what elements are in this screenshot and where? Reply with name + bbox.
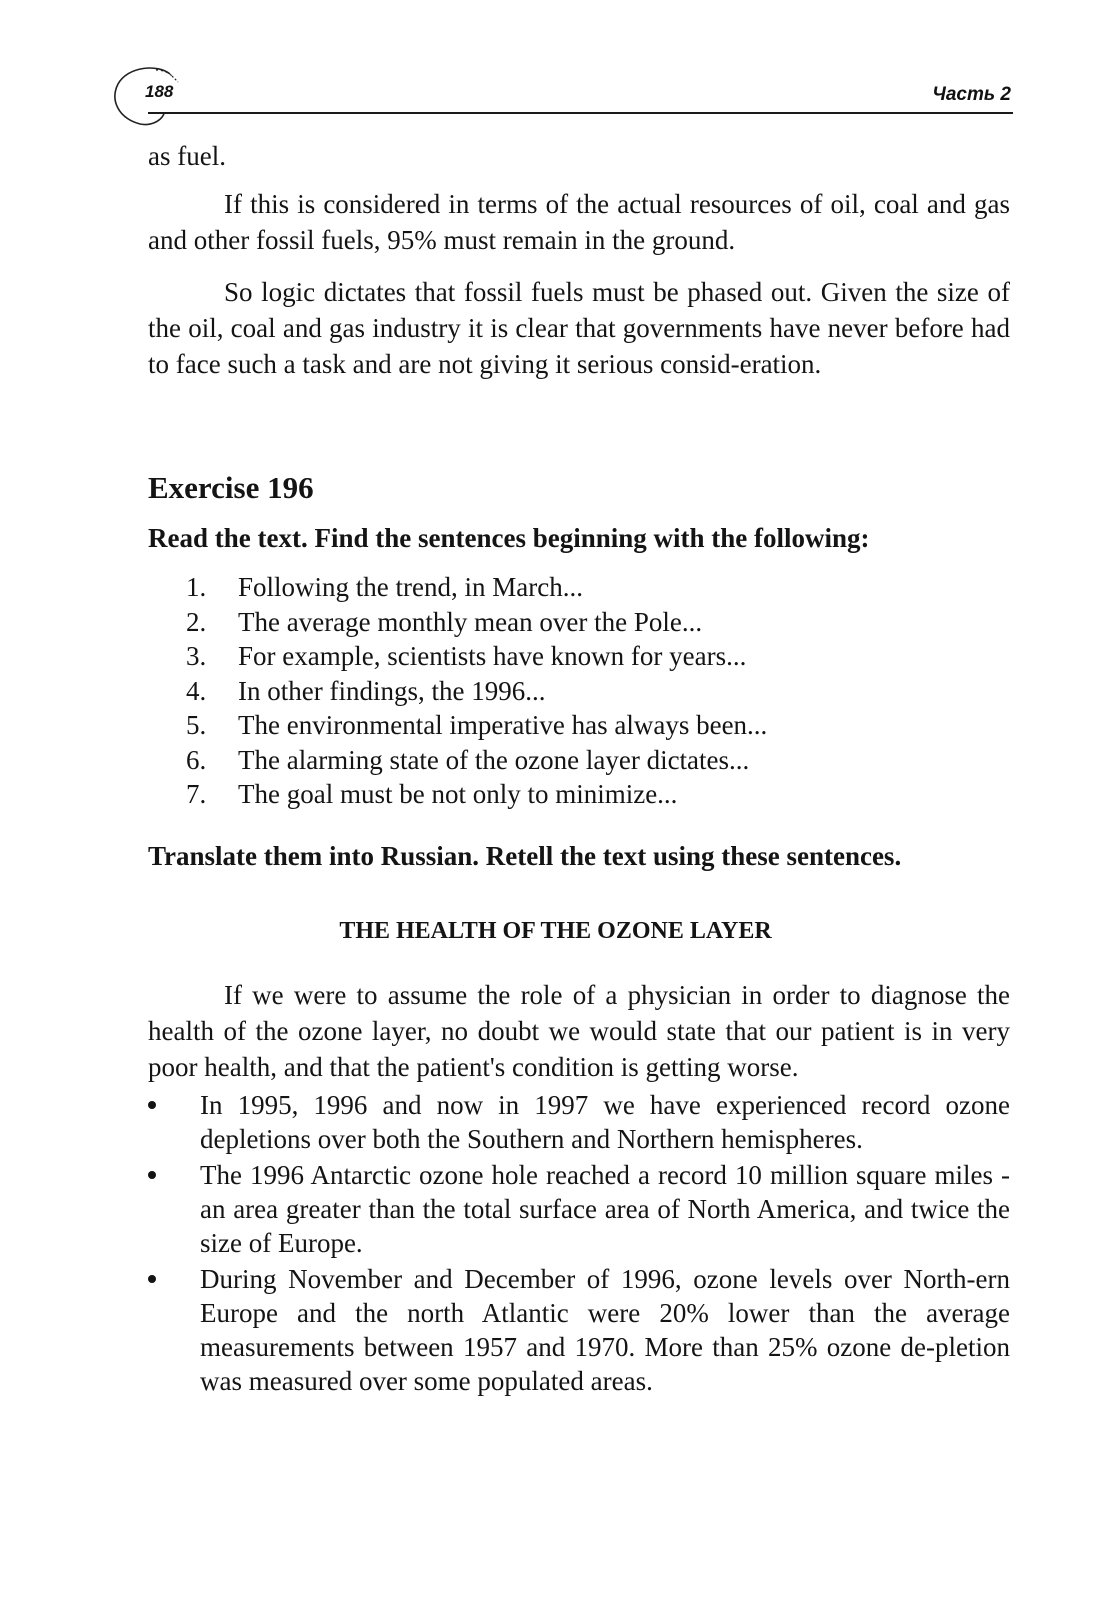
article-intro: If we were to assume the role of a physician in order to diagnose the health of the ozone layer, no doubt we would state that our patient is in very poor health, and that the patient's condition is getting worse. (148, 980, 1010, 1082)
list-item: During November and December of 1996, ozone levels over North-ern Europe and the north Atlantic were 20% lower than the average measurements between 1957 and 1970. More than 25% ozone de-pletion was measured over some populated areas. (148, 1262, 1010, 1398)
list-item: In 1995, 1996 and now in 1997 we have experienced record ozone depletions over both the Southern and Northern hemispheres. (148, 1088, 1010, 1156)
exercise-instruction: Read the text. Find the sentences beginning with the following: (148, 523, 870, 553)
header-rule (148, 112, 1013, 114)
list-item: 4. In other findings, the 1996... (186, 675, 546, 706)
article-title: THE HEALTH OF THE OZONE LAYER (339, 918, 772, 944)
bullet-icon (148, 1101, 156, 1109)
sentence-list (186, 570, 767, 812)
page-number: 188 (145, 82, 174, 101)
continued-text: as fuel. (148, 141, 226, 171)
list-item: 5. The environmental imperative has always been... (186, 710, 768, 740)
paragraph-resources: If this is considered in terms of the actual resources of oil, coal and gas and other fossil fuels, 95% must remain in the ground. (148, 189, 1010, 255)
list-item: 1. Following the trend, in March... (186, 572, 583, 602)
paragraph-logic: So logic dictates that fossil fuels must be phased out. Given the size of the oil, coal and gas industry it is clear that governments have never before had to face such a task and are not giving it serious consid-eration. (148, 277, 1010, 379)
bullet-icon (148, 1275, 156, 1283)
list-item: 7. The goal must be not only to minimize... (186, 779, 678, 809)
exercise-task: Translate them into Russian. Retell the text using these sentences. (148, 841, 902, 871)
bullet-icon (148, 1171, 156, 1179)
list-item: 6. The alarming state of the ozone layer dictates... (186, 744, 750, 775)
list-item: 3. For example, scientists have known for years... (186, 641, 747, 671)
running-head: Часть 2 (932, 84, 1011, 105)
list-item: The 1996 Antarctic ozone hole reached a record 10 million square miles - an area greater than the total surface area of North America, and twice the size of Europe. (148, 1158, 1010, 1260)
list-item: 2. The average monthly mean over the Pole... (186, 606, 703, 637)
exercise-title: Exercise 196 (148, 470, 314, 505)
page-number-badge (110, 62, 200, 132)
article-bullets (148, 1088, 1010, 1400)
